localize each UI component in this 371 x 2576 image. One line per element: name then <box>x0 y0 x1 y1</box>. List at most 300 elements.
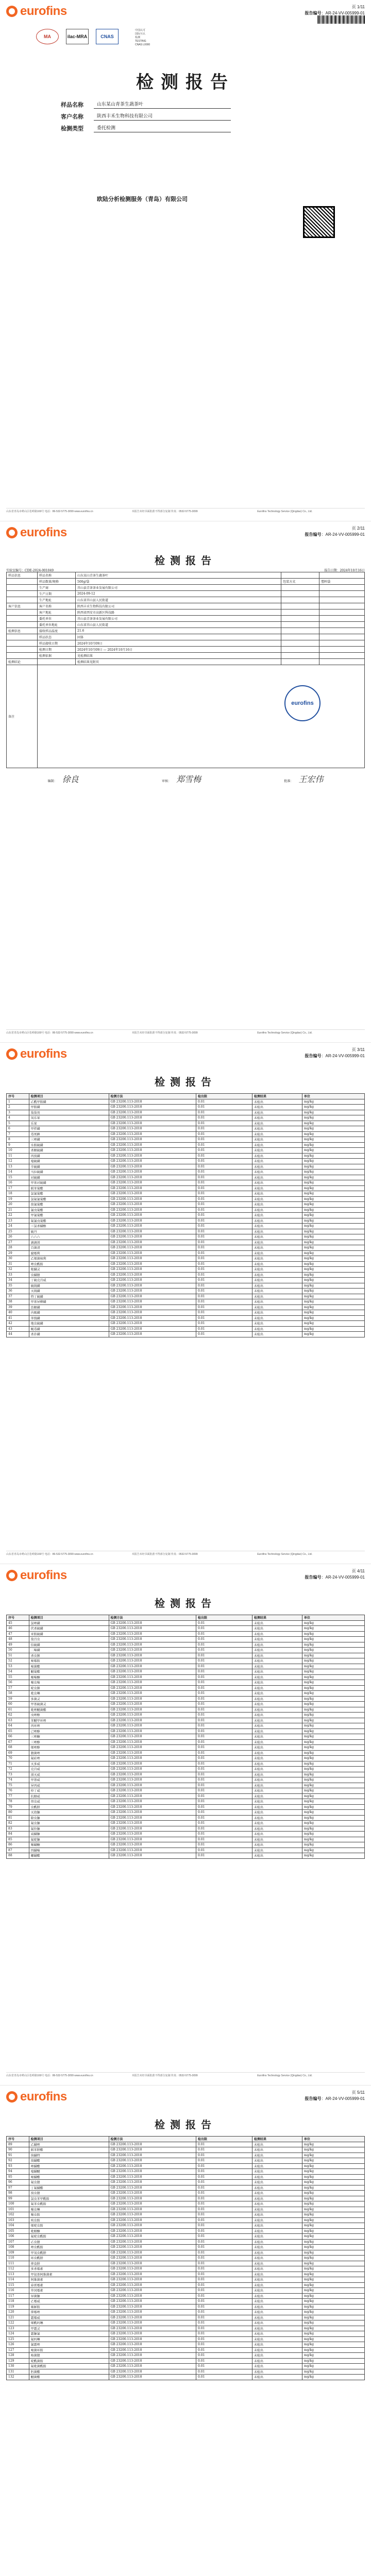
table-cell: 未检出 <box>252 1332 302 1337</box>
table-cell: 未检出 <box>252 2234 302 2240</box>
table-cell: 甲氧虫酰肼 <box>29 2250 109 2256</box>
table-row <box>7 2158 365 2164</box>
table-cell: 丁硫克百威 <box>29 1278 109 1283</box>
table-cell: 0.01 <box>196 2347 252 2353</box>
table-cell: mg/kg <box>302 1799 364 1805</box>
table-cell: mg/kg <box>302 1837 364 1842</box>
table-cell: 甲霜灵 <box>29 2326 109 2331</box>
table-cell: GB 23200.113-2018 <box>109 1326 196 1332</box>
table-cell: 未检出 <box>252 1696 302 1702</box>
info-cell-val2 <box>319 640 365 647</box>
table-cell: 103 <box>7 2217 29 2223</box>
table-cell: 109 <box>7 2250 29 2256</box>
table-cell: 63 <box>7 1718 29 1723</box>
table-cell: mg/kg <box>302 1734 364 1740</box>
table-cell: 84 <box>7 1832 29 1837</box>
table-cell: GB 23200.113-2018 <box>109 1788 196 1794</box>
results-page-5 <box>0 2086 371 2576</box>
table-cell: mg/kg <box>302 1804 364 1810</box>
table-cell: 未检出 <box>252 1213 302 1218</box>
table-cell: GB 23200.113-2018 <box>109 1680 196 1686</box>
table-cell: 119 <box>7 2304 29 2310</box>
table-cell: mg/kg <box>302 2326 364 2331</box>
table-cell: 69 <box>7 1750 29 1756</box>
table-cell: 未检出 <box>252 2245 302 2250</box>
table-cell: 0.01 <box>196 2256 252 2261</box>
table-cell: 3 <box>7 1110 29 1115</box>
table-cell: 0.01 <box>196 2342 252 2348</box>
table-row <box>7 2272 365 2277</box>
remark-label: 备注 <box>7 665 38 768</box>
table-row <box>7 1164 365 1170</box>
table-row <box>7 1826 365 1832</box>
table-cell: 霜霉威 <box>29 2315 109 2320</box>
cover-title: 检测报告 <box>136 72 235 93</box>
table-cell: 未检出 <box>252 1202 302 1208</box>
info-cell-lab: 样品名称 <box>38 572 76 579</box>
table-cell: 多杀霉素 <box>29 2266 109 2272</box>
table-cell: 抑食肼 <box>29 2261 109 2266</box>
table-cell: 氟氰戊菊酯 <box>29 1218 109 1224</box>
info-cell-lab: 客户地址 <box>38 609 76 616</box>
table-cell: GB 23200.113-2018 <box>109 2315 196 2320</box>
table-cell: mg/kg <box>302 2375 364 2380</box>
table-cell: mg/kg <box>302 2234 364 2240</box>
table-cell: 34 <box>7 1278 29 1283</box>
table-cell: 未检出 <box>252 2288 302 2294</box>
table-cell: 0.01 <box>196 1723 252 1729</box>
info-cell-sec: 检测结论 <box>7 659 38 665</box>
table-cell: 烯啶虫胺 <box>29 2223 109 2229</box>
table-cell: GB 23200.113-2018 <box>109 2142 196 2147</box>
table-cell: 溴氰菊酯 <box>29 1202 109 1208</box>
table-row <box>7 1142 365 1148</box>
table-cell: 茚虫威 <box>29 1799 109 1805</box>
table-cell: 对硫磷 <box>29 1175 109 1180</box>
table-cell: 128 <box>7 2353 29 2359</box>
table-cell: GB 23200.113-2018 <box>109 1853 196 1859</box>
table-cell: 0.01 <box>196 1142 252 1148</box>
table-cell: 氰霜唑 <box>29 2342 109 2348</box>
table-cell: 未检出 <box>252 2158 302 2164</box>
table-cell: 0.01 <box>196 2315 252 2320</box>
table-row <box>7 1256 365 1262</box>
table-row <box>7 1756 365 1761</box>
table-cell: 78 <box>7 1799 29 1805</box>
table-cell: 未检出 <box>252 1685 302 1691</box>
table-row <box>7 1202 365 1208</box>
table-cell: mg/kg <box>302 1750 364 1756</box>
table-cell: 未检出 <box>252 1283 302 1289</box>
table-cell: 13 <box>7 1164 29 1170</box>
table-cell: GB 23200.113-2018 <box>109 2245 196 2250</box>
table-cell: 95 <box>7 2174 29 2180</box>
table-cell: mg/kg <box>302 1278 364 1283</box>
page-number-block: 页 3/11 报告编号：AR-24-VV-005999-01 <box>305 1047 365 1058</box>
table-cell: mg/kg <box>302 1723 364 1729</box>
table-cell: mg/kg <box>302 2369 364 2375</box>
table-cell: mg/kg <box>302 1777 364 1783</box>
table-cell: GB 23200.113-2018 <box>109 1848 196 1853</box>
table-cell: 噻虫啉 <box>29 2207 109 2212</box>
table-cell: 0.01 <box>196 2169 252 2175</box>
table-cell: mg/kg <box>302 2342 364 2348</box>
info-row <box>7 572 365 579</box>
table-cell: 乙烯菌核利 <box>29 1256 109 1262</box>
table-cell: 多菌灵 <box>29 1696 109 1702</box>
table-cell: 0.01 <box>196 1159 252 1164</box>
info-cell-val2 <box>319 616 365 622</box>
table-cell: 0.01 <box>196 1153 252 1159</box>
table-cell: 120 <box>7 2310 29 2315</box>
info-cell-lab2 <box>281 616 319 622</box>
table-cell: GB 23200.113-2018 <box>109 1821 196 1826</box>
page-footer: 山东省青岛市崂山区松岭路169号 电话：86-532-5775-3099 www.eurofins.cn 本报告未经书面批准不得部分复制 传真：0532-5775-3099 Eurofins Technology Service (Qingdao) Co., Ltd. <box>6 508 365 514</box>
table-cell: mg/kg <box>302 1148 364 1154</box>
table-cell: 杀螟硫磷 <box>29 1148 109 1154</box>
table-cell: 未检出 <box>252 2256 302 2261</box>
table-cell: 未检出 <box>252 1321 302 1327</box>
table-cell: 96 <box>7 2180 29 2185</box>
table-cell: 0.01 <box>196 1137 252 1143</box>
table-cell: 2 <box>7 1105 29 1110</box>
info-cell-val2 <box>319 634 365 640</box>
table-row <box>7 2347 365 2353</box>
table-cell: 醚菌酯 <box>29 2375 109 2380</box>
table-cell: 未检出 <box>252 2266 302 2272</box>
table-cell: mg/kg <box>302 1674 364 1680</box>
info-cell-lab: 样品数量/规格 <box>38 579 76 585</box>
cover-row: 样品名称 山东某山青茶生蔬茶叶 <box>61 97 231 109</box>
page-footer: 山东省青岛市崂山区松岭路169号 电话：86-532-5775-3099 www.eurofins.cn 本报告未经书面批准不得部分复制 传真：0532-5775-3099 Eurofins Technology Service (Qingdao) Co., Ltd. <box>6 1551 365 1556</box>
table-row <box>7 1110 365 1115</box>
table-cell: GB 23200.113-2018 <box>109 1637 196 1642</box>
table-cell: 0.01 <box>196 1734 252 1740</box>
info-cell-val: 山东省莒山县人民街道 <box>76 622 281 628</box>
table-row <box>7 2228 365 2234</box>
table-cell: 敌百虫 <box>29 1637 109 1642</box>
table-cell: 123 <box>7 2326 29 2331</box>
table-cell: 未检出 <box>252 1832 302 1837</box>
table-cell: mg/kg <box>302 1637 364 1642</box>
table-cell: GB 23200.113-2018 <box>109 2207 196 2212</box>
info-row <box>7 579 365 585</box>
table-cell: 未检出 <box>252 2293 302 2299</box>
table-cell: mg/kg <box>302 1756 364 1761</box>
table-cell: 吡蚜酮 <box>29 2228 109 2234</box>
table-row <box>7 1196 365 1202</box>
table-cell: 甲拌磷 <box>29 1126 109 1132</box>
table-cell: 蝇毒磷 <box>29 1326 109 1332</box>
table-cell: 未检出 <box>252 1131 302 1137</box>
table-cell: 乙酰甲胺磷 <box>29 1099 109 1105</box>
table-cell: 六六六 <box>29 1234 109 1240</box>
table-cell: 虫螨腈 <box>29 1272 109 1278</box>
table-cell: 噻嗪酮 <box>29 1674 109 1680</box>
table-cell: 121 <box>7 2315 29 2320</box>
table-cell: 未检出 <box>252 1756 302 1761</box>
table-cell: 0.01 <box>196 2142 252 2147</box>
table-cell: 二嗪磷 <box>29 1648 109 1653</box>
table-cell: 氟啶脲 <box>29 1837 109 1842</box>
table-cell: 未检出 <box>252 1142 302 1148</box>
table-cell: 未检出 <box>252 2369 302 2375</box>
table-cell: 94 <box>7 2169 29 2175</box>
table-cell: 0.01 <box>196 2191 252 2196</box>
table-cell: GB 23200.113-2018 <box>109 1761 196 1767</box>
table-cell: GB 23200.113-2018 <box>109 2375 196 2380</box>
table-cell: 0.01 <box>196 1761 252 1767</box>
table-cell: mg/kg <box>302 1728 364 1734</box>
table-cell: 甲萘威 <box>29 1777 109 1783</box>
table-cell: 26 <box>7 1234 29 1240</box>
table-cell: 79 <box>7 1804 29 1810</box>
column-header: 检测方法 <box>109 2137 196 2142</box>
table-cell: 28 <box>7 1245 29 1251</box>
table-cell: GB 23200.113-2018 <box>109 2299 196 2304</box>
table-cell: 58 <box>7 1691 29 1697</box>
info-row <box>7 603 365 609</box>
table-cell: 129 <box>7 2358 29 2364</box>
info-cell-lab2 <box>281 634 319 640</box>
table-cell: 未检出 <box>252 1680 302 1686</box>
table-cell: 0.01 <box>196 1696 252 1702</box>
table-row <box>7 2180 365 2185</box>
table-cell: GB 23200.113-2018 <box>109 1620 196 1626</box>
table-cell: mg/kg <box>302 1702 364 1707</box>
table-cell: 吡虫啉 <box>29 1691 109 1697</box>
table-cell: mg/kg <box>302 1137 364 1143</box>
table-cell: 螺螨酯 <box>29 1853 109 1859</box>
table-cell: mg/kg <box>302 1783 364 1788</box>
info-cell-lab: 客户名称 <box>38 603 76 609</box>
table-row <box>7 1653 365 1658</box>
table-cell: mg/kg <box>302 2163 364 2169</box>
table-cell: 未检出 <box>252 1153 302 1159</box>
table-cell: 未检出 <box>252 1848 302 1853</box>
table-cell: GB 23200.113-2018 <box>109 1832 196 1837</box>
cnas-logo: CNAS <box>96 29 119 44</box>
table-cell: 未检出 <box>252 2217 302 2223</box>
table-cell: 81 <box>7 1815 29 1821</box>
table-row <box>7 2217 365 2223</box>
table-cell: mg/kg <box>302 2282 364 2288</box>
table-cell: 0.01 <box>196 1180 252 1186</box>
table-cell: 0.01 <box>196 1691 252 1697</box>
table-cell: mg/kg <box>302 1761 364 1767</box>
table-cell: mg/kg <box>302 1685 364 1691</box>
table-cell: 0.01 <box>196 2153 252 2158</box>
table-row <box>7 1131 365 1137</box>
table-cell: mg/kg <box>302 1218 364 1224</box>
table-cell: 未检出 <box>252 1674 302 1680</box>
info-cell-lab: 委托单位 <box>38 616 76 622</box>
table-cell: GB 23200.113-2018 <box>109 1115 196 1121</box>
info-cell-sec: 客户信息 <box>7 603 38 609</box>
table-cell: 未检出 <box>252 1853 302 1859</box>
table-cell: GB 23200.113-2018 <box>109 1234 196 1240</box>
table-cell: 127 <box>7 2347 29 2353</box>
table-cell: 溴虫腈 <box>29 2191 109 2196</box>
table-cell: 未检出 <box>252 2212 302 2218</box>
table-row <box>7 1804 365 1810</box>
table-cell: GB 23200.113-2018 <box>109 1191 196 1197</box>
table-cell: 67 <box>7 1739 29 1745</box>
table-cell: 未检出 <box>252 1110 302 1115</box>
table-cell: GB 23200.113-2018 <box>109 1175 196 1180</box>
results-table <box>6 1615 365 1859</box>
column-header: 检测方法 <box>109 1094 196 1099</box>
table-cell: 0.01 <box>196 1256 252 1262</box>
table-cell: GB 23200.113-2018 <box>109 2169 196 2175</box>
info-cell-val2 <box>319 622 365 628</box>
table-cell: 0.01 <box>196 1653 252 1658</box>
signature-row <box>6 773 365 785</box>
table-cell: 肟菌酯 <box>29 2369 109 2375</box>
table-cell: 0.01 <box>196 1224 252 1229</box>
table-cell: 未检出 <box>252 2364 302 2369</box>
table-cell: 未检出 <box>252 2304 302 2310</box>
table-cell: 氟铃脲 <box>29 1826 109 1832</box>
table-cell: GB 23200.113-2018 <box>109 2239 196 2245</box>
table-cell: 0.01 <box>196 1767 252 1772</box>
table-cell: 112 <box>7 2266 29 2272</box>
table-cell: 0.01 <box>196 1191 252 1197</box>
table-cell: 6 <box>7 1126 29 1132</box>
table-cell: 110 <box>7 2256 29 2261</box>
table-cell: 唑螨酯 <box>29 2163 109 2169</box>
table-row <box>7 1848 365 1853</box>
table-cell: 90 <box>7 2147 29 2153</box>
table-cell: 治螟磷 <box>29 1304 109 1310</box>
table-cell: mg/kg <box>302 1653 364 1658</box>
report-meta: 实验室编号：CDE-2024-001049 报告日期：2024年10月16日 <box>6 569 365 572</box>
table-cell: 25 <box>7 1229 29 1234</box>
table-cell: 0.01 <box>196 2266 252 2272</box>
table-cell: mg/kg <box>302 2212 364 2218</box>
table-cell: GB 23200.113-2018 <box>109 1213 196 1218</box>
table-cell: 毒死蜱 <box>29 1131 109 1137</box>
table-cell: GB 23200.113-2018 <box>109 1229 196 1234</box>
table-row <box>7 2196 365 2201</box>
table-cell: GB 23200.113-2018 <box>109 1105 196 1110</box>
table-cell: 乙虫腈 <box>29 2239 109 2245</box>
table-row <box>7 1723 365 1729</box>
table-cell: mg/kg <box>302 2239 364 2245</box>
table-row <box>7 1170 365 1175</box>
table-cell: 未检出 <box>252 2282 302 2288</box>
table-row <box>7 1321 365 1327</box>
table-cell: 0.01 <box>196 1799 252 1805</box>
info-cell-sec <box>7 647 38 653</box>
table-cell: GB 23200.113-2018 <box>109 2163 196 2169</box>
info-cell-val2 <box>319 653 365 659</box>
table-cell: 啶虫脒 <box>29 1685 109 1691</box>
info-cell-val: 陕西省西安市高新区科技路 <box>76 609 281 616</box>
table-cell: mg/kg <box>302 2153 364 2158</box>
table-cell: 0.01 <box>196 1788 252 1794</box>
table-cell: 0.01 <box>196 1626 252 1632</box>
table-cell: 滴滴涕 <box>29 1240 109 1245</box>
table-row <box>7 2282 365 2288</box>
table-row <box>7 1648 365 1653</box>
table-cell: 0.01 <box>196 1332 252 1337</box>
table-cell: mg/kg <box>302 1261 364 1267</box>
table-cell: 114 <box>7 2277 29 2283</box>
table-cell: 噻虫胺 <box>29 2212 109 2218</box>
table-cell: 24 <box>7 1224 29 1229</box>
info-cell-lab2 <box>281 640 319 647</box>
info-cell-sec: 检测信息 <box>7 628 38 634</box>
results-table <box>6 2136 365 2380</box>
sample-info-table <box>6 572 365 768</box>
table-cell: 5 <box>7 1121 29 1126</box>
table-cell: 0.01 <box>196 2326 252 2331</box>
cover-page <box>0 0 371 521</box>
eurofins-logo-icon <box>6 1048 18 1060</box>
table-cell: 54 <box>7 1669 29 1675</box>
table-cell: GB 23200.113-2018 <box>109 2266 196 2272</box>
table-cell: mg/kg <box>302 2250 364 2256</box>
table-cell: 呋虫胺 <box>29 2217 109 2223</box>
info-cell-lab: 接收样品温度 <box>38 628 76 634</box>
table-cell: mg/kg <box>302 1115 364 1121</box>
table-cell: GB 23200.113-2018 <box>109 1718 196 1723</box>
table-cell: 62 <box>7 1713 29 1718</box>
table-cell: 41 <box>7 1315 29 1321</box>
table-cell: 46 <box>7 1626 29 1632</box>
table-cell: 0.01 <box>196 1718 252 1723</box>
table-cell: 131 <box>7 2369 29 2375</box>
table-cell: 0.01 <box>196 2331 252 2337</box>
table-cell: GB 23200.113-2018 <box>109 1734 196 1740</box>
table-cell: 未检出 <box>252 1256 302 1262</box>
table-cell: 0.01 <box>196 1310 252 1316</box>
table-row <box>7 2364 365 2369</box>
table-cell: 0.01 <box>196 1648 252 1653</box>
table-cell: 104 <box>7 2223 29 2229</box>
table-cell: 氰戊菊酯 <box>29 1207 109 1213</box>
table-cell: 未检出 <box>252 2272 302 2277</box>
table-cell: 未检出 <box>252 1207 302 1213</box>
table-cell: GB 23200.113-2018 <box>109 1745 196 1751</box>
table-cell: 82 <box>7 1821 29 1826</box>
eurofins-logo-icon <box>6 6 18 17</box>
info-cell-val: 莒山县青茶茶业发展有限公司 <box>76 616 281 622</box>
table-row <box>7 2191 365 2196</box>
table-cell: 未检出 <box>252 1728 302 1734</box>
table-row <box>7 2212 365 2218</box>
table-cell: GB 23200.113-2018 <box>109 1121 196 1126</box>
table-cell: GB 23200.113-2018 <box>109 1837 196 1842</box>
eurofins-logo: eurofins <box>6 2090 67 2104</box>
table-row <box>7 2304 365 2310</box>
table-cell: mg/kg <box>302 1718 364 1723</box>
table-cell: 未检出 <box>252 2185 302 2191</box>
table-cell: 0.01 <box>196 1289 252 1294</box>
table-cell: 10 <box>7 1148 29 1154</box>
table-cell: 嘧菌酯 <box>29 1664 109 1669</box>
table-cell: 4 <box>7 1115 29 1121</box>
table-cell: 未检出 <box>252 2223 302 2229</box>
table-cell: 108 <box>7 2245 29 2250</box>
table-header-row <box>7 1615 365 1621</box>
table-row <box>7 1718 365 1723</box>
column-header: 检测结果 <box>252 1615 302 1621</box>
table-cell: 未检出 <box>252 1620 302 1626</box>
info-cell-sec <box>7 597 38 603</box>
cma-logo: MA <box>36 29 59 44</box>
